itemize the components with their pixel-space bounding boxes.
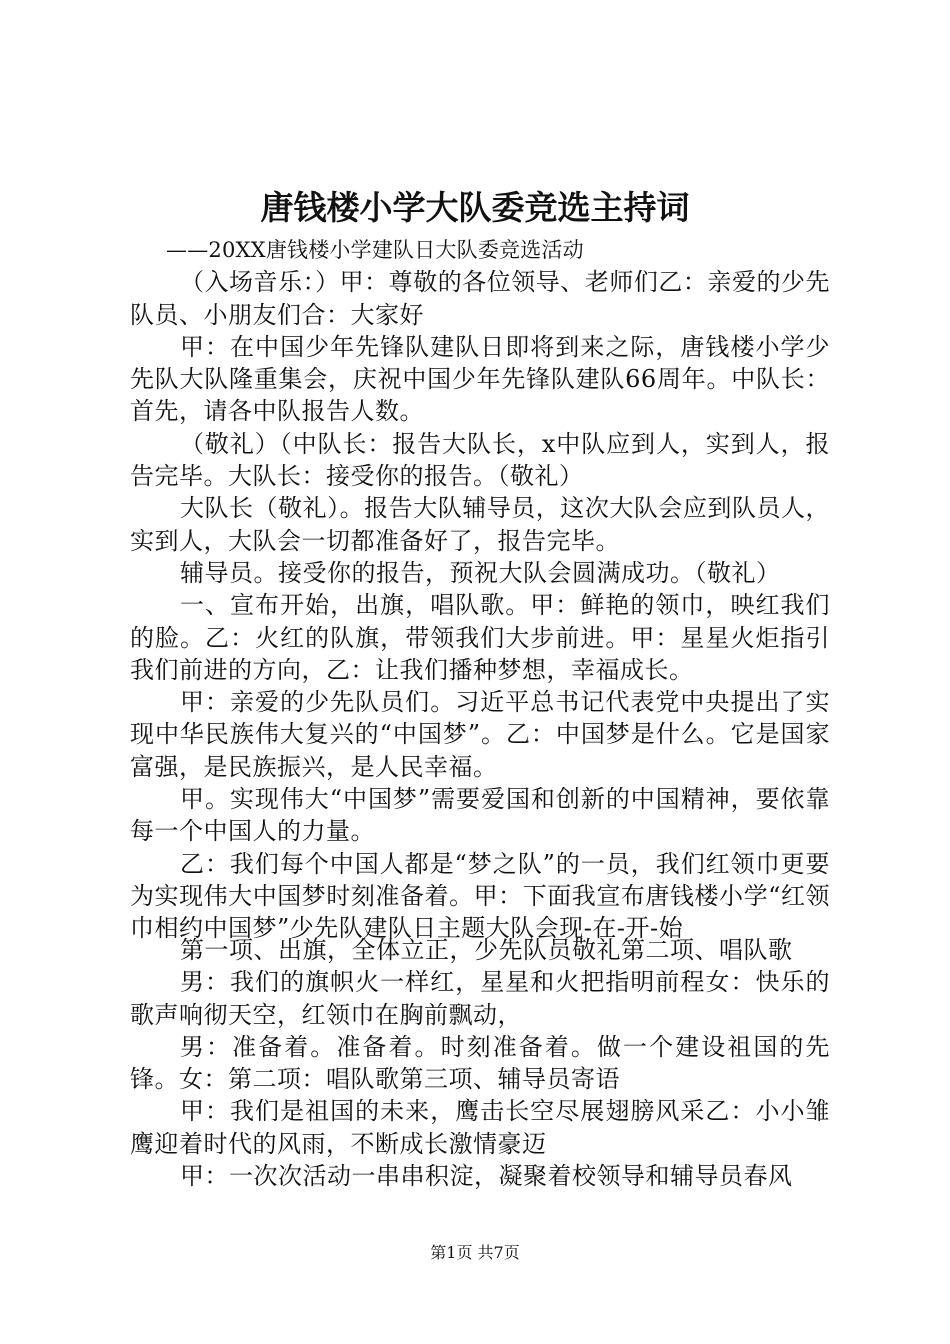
document-subtitle: ——20XX唐钱楼小学建队日大队委竞选活动 (166, 238, 584, 262)
document-title: 唐钱楼小学大队委竞选主持词 (260, 188, 690, 227)
paragraph: （敬礼）（中队长：报告大队长，x中队应到人，实到人，报告完毕。大队长：接受你的报告。（敬礼） (130, 429, 830, 491)
body-section-1 (130, 234, 830, 945)
paragraph: 辅导员。接受你的报告，预祝大队会圆满成功。（敬礼） (180, 558, 781, 587)
page-footer: 第1页 共7页 (430, 1243, 520, 1262)
paragraph: 第一项、出旗，全体立正，少先队员敬礼第二项、唱队歌 (180, 936, 793, 964)
paragraph: （入场音乐：）甲：尊敬的各位领导、老师们乙：亲爱的少先队员、小朋友们合：大家好 (130, 268, 830, 329)
body-section-2 (130, 934, 830, 1192)
paragraph: 甲：一次次活动一串串积淀，凝聚着校领导和辅导员春风 (180, 1162, 793, 1191)
paragraph: 甲：在中国少年先锋队建队日即将到来之际，唐钱楼小学少先队大队隆重集会，庆祝中国少年先锋队建队66周年。中队长：首先，请各中队报告人数。 (130, 332, 830, 426)
paragraph: 甲。实现伟大“中国梦”需要爱国和创新的中国精神，要依靠每一个中国人的力量。 (130, 785, 830, 846)
paragraph: 甲：亲爱的少先队员们。习近平总书记代表党中央提出了实现中华民族伟大复兴的“中国梦”。乙：中国梦是什么。它是国家富强，是民族振兴，是人民幸福。 (130, 688, 830, 781)
paragraph: 甲：我们是祖国的未来，鹰击长空尽展翅膀风采乙：小小雏鹰迎着时代的风雨，不断成长激情豪迈 (130, 1097, 830, 1158)
paragraph: 男：我们的旗帜火一样红，星星和火把指明前程女：快乐的歌声响彻天空，红领巾在胸前飘动， (130, 968, 830, 1029)
paragraph: 乙：我们每个中国人都是“梦之队”的一员，我们红领巾更要为实现伟大中国梦时刻准备着。甲：下面我宣布唐钱楼小学“红领巾相约中国梦”少先队建队日主题大队会现-在-开-始 (130, 849, 830, 943)
paragraph: 大队长（敬礼）。报告大队辅导员，这次大队会应到队员人，实到人，大队会一切都准备好了，报告完毕。 (130, 494, 830, 555)
paragraph: 一、宣布开始，出旗，唱队歌。甲：鲜艳的领巾，映红我们的脸。乙：火红的队旗，带领我们大步前进。甲：星星火炬指引我们前进的方向，乙：让我们播种梦想，幸福成长。 (130, 591, 830, 684)
paragraph: 男：准备着。准备着。时刻准备着。做一个建设祖国的先锋。女：第二项：唱队歌第三项、辅导员寄语 (130, 1032, 830, 1094)
